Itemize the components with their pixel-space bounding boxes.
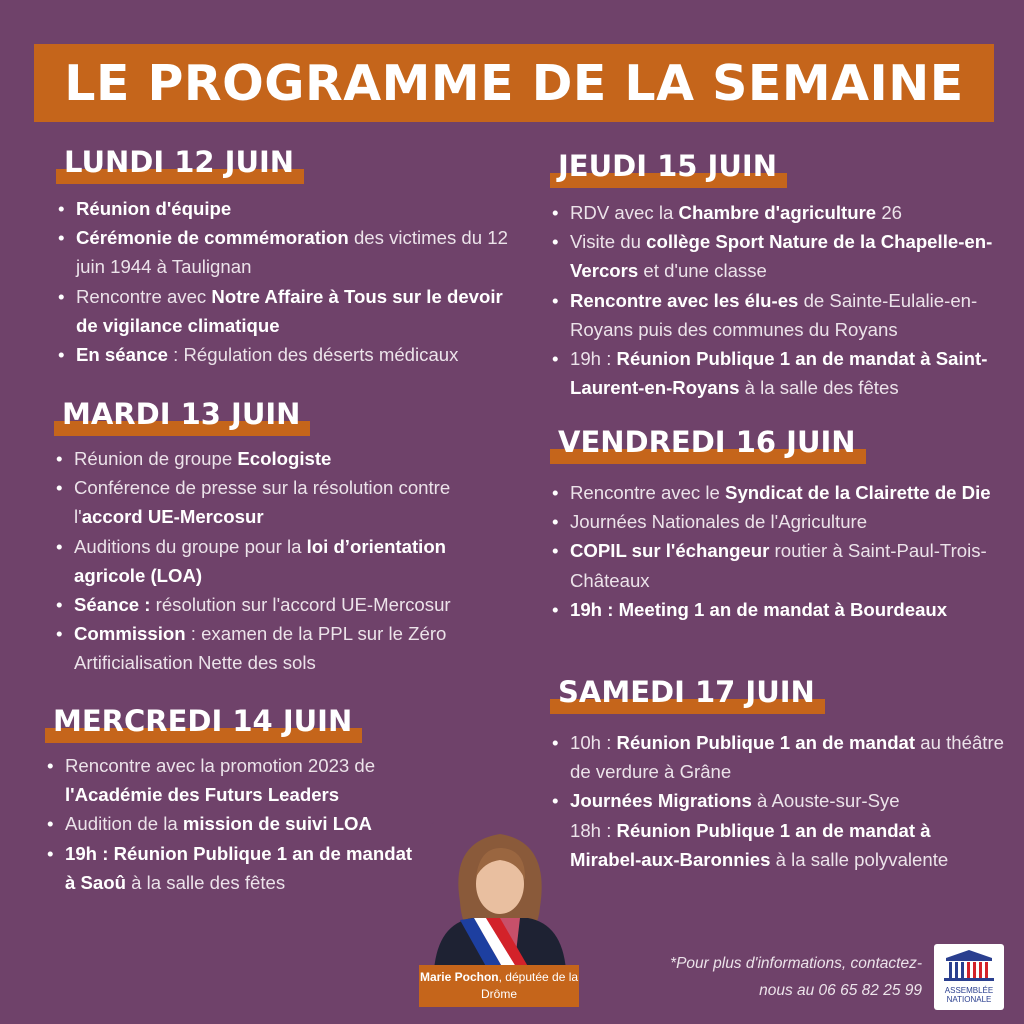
- portrait-caption: [419, 965, 579, 1007]
- agenda-item-highlight: En séance: [76, 344, 168, 366]
- contact-line-1: *Pour plus d'informations, contactez-: [670, 955, 922, 972]
- agenda-item: • Audition de la mission de suivi LOA: [45, 809, 415, 838]
- agenda-item: [550, 595, 1005, 624]
- agenda-item-highlight: Journées Migrations: [570, 790, 752, 812]
- agenda-item-highlight: Cérémonie de commémoration: [76, 227, 349, 249]
- day-items-wednesday: [45, 751, 415, 897]
- agenda-item-highlight: 19h : Meeting 1 an de mandat à Bourdeaux: [570, 598, 948, 620]
- day-title-thursday: JEUDI 15 JUIN: [550, 148, 787, 184]
- agenda-item: • Réunion de groupe Ecologiste: [54, 444, 514, 473]
- deputy-role: , députée de la Drôme: [480, 970, 579, 1001]
- assembly-building-icon: [934, 944, 1004, 984]
- logo-line-1: ASSEMBLÉE: [944, 986, 994, 995]
- deputy-portrait: [430, 822, 570, 970]
- day-items-monday: [56, 194, 516, 369]
- agenda-item: • 19h : Réunion Publique 1 an de mandat à Saoû à la salle des fêtes: [45, 839, 415, 897]
- page-title: LE PROGRAMME DE LA SEMAINE: [64, 54, 964, 112]
- agenda-item: • En séance : Régulation des déserts médicaux: [56, 340, 516, 369]
- agenda-item: • Cérémonie de commémoration des victimes du 12 juin 1944 à Taulignan: [56, 223, 516, 281]
- day-title-wednesday: MERCREDI 14 JUIN: [45, 703, 362, 739]
- agenda-item-highlight: mission de suivi LOA: [182, 813, 372, 835]
- day-monday: [56, 144, 516, 369]
- agenda-item: [56, 194, 516, 223]
- contact-line-2: nous au 06 65 82 25 99: [759, 982, 922, 999]
- title-banner: [34, 44, 994, 122]
- agenda-item-highlight: Syndicat de la Clairette de Die: [725, 482, 991, 503]
- day-title-monday: LUNDI 12 JUIN: [56, 144, 304, 180]
- agenda-item: • Journées Migrations à Aouste-sur-Sye: [550, 786, 1005, 815]
- day-items-friday: [550, 478, 1005, 624]
- agenda-item: • Séance : résolution sur l'accord UE-Mercosur: [54, 590, 514, 619]
- day-items-tuesday: [54, 444, 514, 678]
- agenda-item: • RDV avec la Chambre d'agriculture 26: [550, 198, 1005, 227]
- agenda-item: • Auditions du groupe pour la loi d’orientation agricole (LOA): [54, 532, 514, 590]
- agenda-item-highlight: Réunion Publique 1 an de mandat à Saint-Laurent-en-Royans: [570, 348, 988, 399]
- agenda-item-highlight: Réunion d'équipe: [76, 198, 232, 219]
- agenda-item: • 10h : Réunion Publique 1 an de mandat au théâtre de verdure à Grâne: [550, 728, 1005, 786]
- agenda-item: • COPIL sur l'échangeur routier à Saint-Paul-Trois-Châteaux: [550, 536, 1005, 594]
- deputy-name: Marie Pochon: [419, 970, 499, 984]
- day-title-tuesday: MARDI 13 JUIN: [54, 396, 310, 432]
- agenda-item: • Rencontre avec Notre Affaire à Tous sur le devoir de vigilance climatique: [56, 282, 516, 340]
- portrait-illustration: [430, 822, 570, 970]
- day-thursday: [550, 148, 1005, 402]
- agenda-item: • Commission : examen de la PPL sur le Zéro Artificialisation Nette des sols: [54, 619, 514, 677]
- agenda-item-highlight: Rencontre avec les élu-es: [570, 289, 799, 311]
- agenda-item-highlight: Réunion Publique 1 an de mandat: [616, 732, 916, 753]
- day-friday: [550, 424, 1005, 624]
- day-items-saturday: [550, 728, 1005, 874]
- agenda-item: • Rencontre avec la promotion 2023 de l'Académie des Futurs Leaders: [45, 751, 415, 809]
- agenda-item: • Rencontre avec les élu-es de Sainte-Eulalie-en-Royans puis des communes du Royans: [550, 286, 1005, 344]
- logo-line-2: NATIONALE: [946, 995, 992, 1004]
- agenda-item: • Journées Nationales de l'Agriculture: [550, 507, 1005, 536]
- agenda-item-highlight: Notre Affaire à Tous sur le devoir de vigilance climatique: [76, 285, 503, 336]
- agenda-item-highlight: Chambre d'agriculture: [678, 202, 877, 223]
- day-wednesday: [45, 703, 465, 897]
- agenda-item-highlight: l'Académie des Futurs Leaders: [65, 784, 340, 806]
- agenda-item: • Rencontre avec le Syndicat de la Clairette de Die: [550, 478, 1005, 507]
- day-tuesday: [54, 396, 514, 678]
- agenda-item-highlight: COPIL sur l'échangeur: [570, 540, 770, 562]
- agenda-item: • 18h : Réunion Publique 1 an de mandat à Mirabel-aux-Baronnies à la salle polyvalente: [550, 816, 1005, 874]
- day-saturday: [550, 674, 1005, 874]
- agenda-item: • 19h : Réunion Publique 1 an de mandat à Saint-Laurent-en-Royans à la salle des fêtes: [550, 344, 1005, 402]
- agenda-item-highlight: loi d’orientation agricole (LOA): [74, 535, 447, 586]
- agenda-item-highlight: accord UE-Mercosur: [81, 506, 264, 528]
- assemblee-nationale-logo: [934, 944, 1004, 1010]
- day-title-saturday: SAMEDI 17 JUIN: [550, 674, 825, 710]
- agenda-item-highlight: Séance :: [74, 594, 151, 616]
- contact-note: [560, 950, 922, 1004]
- agenda-item-highlight: Ecologiste: [237, 448, 332, 469]
- agenda-item-highlight: 19h : Réunion Publique 1 an de mandat à Saoû: [65, 842, 413, 893]
- day-items-thursday: [550, 198, 1005, 402]
- agenda-item-highlight: collège Sport Nature de la Chapelle-en-Vercors: [570, 231, 993, 282]
- agenda-item: • Conférence de presse sur la résolution contre l'accord UE-Mercosur: [54, 473, 514, 531]
- agenda-item-highlight: Commission: [74, 623, 186, 645]
- agenda-item: • Visite du collège Sport Nature de la Chapelle-en-Vercors et d'une classe: [550, 227, 1005, 285]
- day-title-friday: VENDREDI 16 JUIN: [550, 424, 866, 460]
- agenda-item-highlight: Réunion Publique 1 an de mandat à Mirabel-aux-Baronnies: [570, 819, 931, 870]
